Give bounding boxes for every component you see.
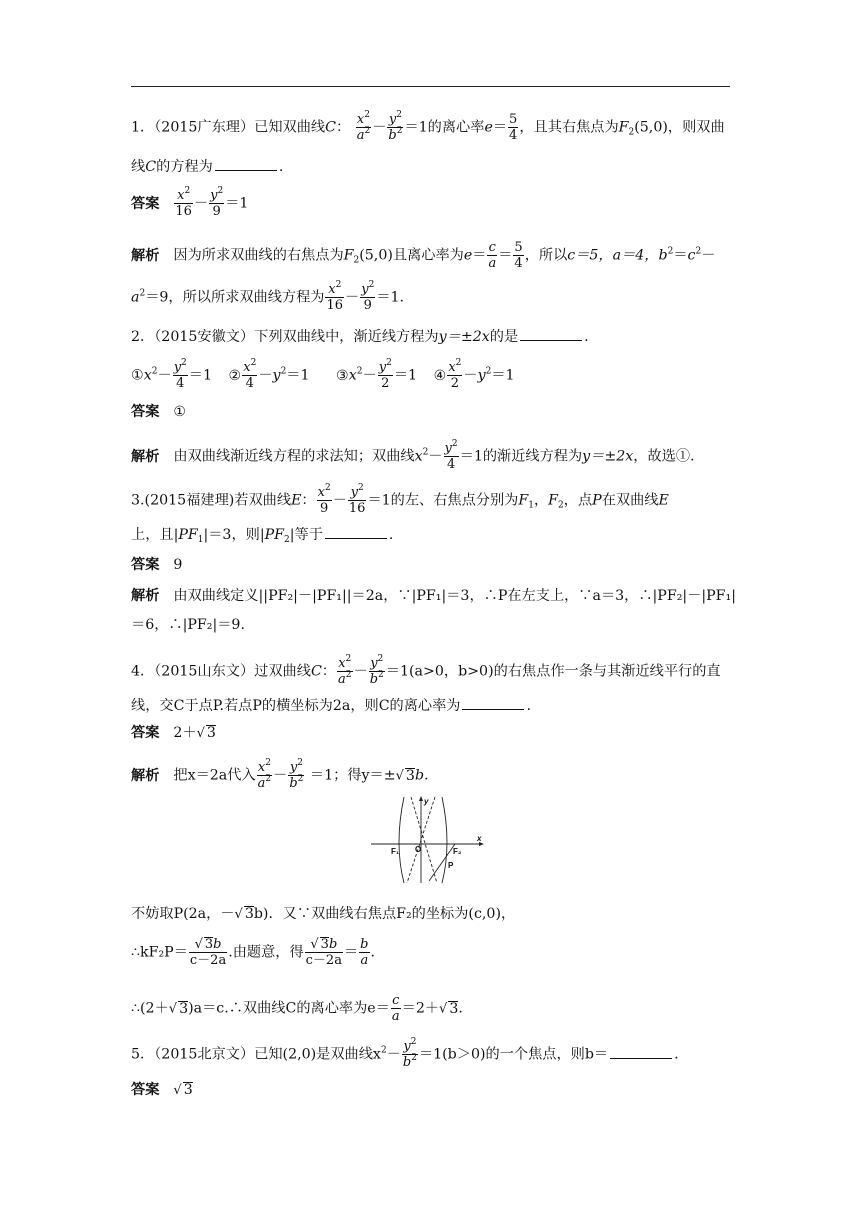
fraction: $\frac{c}{a}$: [391, 993, 400, 1024]
fraction: $\frac{x^2}{9}$: [317, 483, 331, 516]
q2-line1: 2．（2015安徽文）下列双曲线中，渐近线方程为y＝±2x的是 .: [131, 329, 589, 345]
q4-line2: 线，交C于点P.若点P的横坐标为2a，则C的离心率为 .: [131, 698, 531, 714]
q1-line1: 1．（2015广东理）已知双曲线C： $\frac{x^2}{a^2}$ － $\frac{y^2}{b^2}$ ＝1的离心率e＝ $\frac{5}{4}$ ，且其右焦点为$F_2(5,0)$，则双曲: [131, 110, 725, 143]
fraction: $\frac{√ 3b}{c-2a}$: [305, 937, 342, 968]
right-branch: [442, 797, 447, 883]
fraction: $\frac{y^2}{9}$: [361, 280, 375, 313]
fraction: $\frac{y^2}{b^2}$: [402, 1037, 417, 1070]
q1-answer: 答案 $\frac{x^2}{16}$ － $\frac{y^2}{9}$ ＝1: [131, 186, 249, 219]
fraction: $\frac{y^2}{4}$: [444, 439, 458, 472]
fraction: $\frac{y^2}{b^2}$: [388, 110, 403, 143]
asymptote-1: [411, 797, 437, 883]
fraction: $\frac{x^2}{16}$: [175, 186, 192, 219]
fraction: $\frac{y^2}{b^2}$: [289, 758, 304, 791]
q4-solution: 解析 把x＝2a代入 $\frac{x^2}{a^2}$ － $\frac{y^2}{b^2}$ ＝1；得y＝±√ 3b.: [131, 758, 429, 791]
fraction: $\frac{x^2}{a^2}$: [356, 110, 371, 143]
fraction: $\frac{y^2}{4}$: [173, 358, 187, 391]
fraction: $\frac{5}{4}$: [509, 112, 518, 143]
q3-line1: 3.(2015福建理)若双曲线E： $\frac{x^2}{9}$ － $\frac{y^2}{16}$ ＝1的左、右焦点分别为$F_1$，$F_2$，点P在双曲线E: [131, 483, 669, 516]
q5-answer: 答案 √ 3: [131, 1082, 193, 1098]
q1-solution-line1: 解析 因为所求双曲线的右焦点为$F_2(5,0)$且离心率为e＝ $\frac{c}{a}$ ＝ $\frac{5}{4}$ ，所以c＝5，a＝4，$b^2=c^2-$: [131, 240, 716, 271]
answer-blank: [462, 696, 524, 710]
answer-blank: [520, 327, 582, 341]
fraction: $\frac{x^2}{a^2}$: [338, 654, 352, 687]
fraction: $\frac{5}{4}$: [514, 240, 523, 271]
answer-blank: [325, 525, 387, 539]
q4-step2: ∴kF₂P＝ $\frac{√ 3b}{c-2a}$ .由题意，得 $\frac{√ 3b}{c-2a}$ ＝ $\frac{b}{a}$ .: [131, 937, 376, 968]
label-f2: F₂: [453, 847, 462, 856]
label-o: O: [415, 845, 422, 854]
q3-solution-line2: ＝6，∴|PF₂|＝9.: [131, 617, 245, 633]
q4-step1: 不妨取P(2a，－√ 3b)．又∵双曲线右焦点F₂的坐标为(c,0)，: [131, 906, 516, 922]
label-y: y: [424, 797, 429, 806]
q4-step3: ∴(2＋√ 3)a＝c.∴双曲线C的离心率为e＝ $\frac{c}{a}$ ＝2＋√ 3.: [131, 993, 463, 1024]
fraction: $\frac{y^2}{9}$: [210, 186, 224, 219]
label-x: x: [477, 834, 482, 843]
label-f1: F₁: [391, 847, 400, 856]
fraction: $\frac{c}{a}$: [488, 240, 497, 271]
hyperbola-figure: [369, 795, 489, 885]
y-arrow: [419, 796, 423, 801]
fraction: $\frac{y^2}{2}$: [378, 358, 392, 391]
fraction: $\frac{x^2}{4}$: [243, 358, 257, 391]
answer-blank: [215, 157, 277, 171]
fraction: $\frac{x^2}{a^2}$: [257, 758, 272, 791]
q4-line1: 4．（2015山东文）过双曲线C： $\frac{x^2}{a^2}$ － $\frac{y^2}{b^2}$ ＝1(a>0，b>0)的右焦点作一条与其渐近线平行的直: [131, 654, 721, 687]
fraction: $\frac{x^2}{2}$: [448, 358, 462, 391]
q3-line2: 上，且$|PF_1|=3$，则$|PF_2|$等于 .: [131, 527, 394, 545]
answer-blank: [610, 1045, 672, 1059]
fraction: $\frac{y^2}{b^2}$: [369, 654, 384, 687]
label-p: P: [448, 861, 454, 870]
q4-answer: 答案 2＋√ 3: [131, 725, 216, 741]
fraction: $\frac{x^2}{16}$: [326, 280, 344, 313]
q3-answer: 答案 9: [131, 557, 183, 573]
q1-line2: 线C的方程为 .: [131, 159, 284, 175]
left-branch: [399, 797, 404, 883]
q2-answer: 答案 ①: [131, 404, 187, 420]
top-rule: [131, 86, 730, 87]
q2-solution: 解析 由双曲线渐近线方程的求法知；双曲线$x^2-$ $\frac{y^2}{4}$ ＝1的渐近线方程为y＝±2x，故选①.: [131, 439, 695, 472]
q2-options: $①x^2-$ $\frac{y^2}{4}$ ＝1 ② $\frac{x^2}{4}$ $-y^2=1$ $③x^2-$ $\frac{y^2}{2}$ ＝1 ④ $\frac{x^2}{2}$ $-y^2=1$: [131, 358, 515, 391]
q1-solution-line2: $a^2=9$，所以所求双曲线方程为 $\frac{x^2}{16}$ － $\frac{y^2}{9}$ ＝1.: [131, 280, 405, 313]
q3-solution-line1: 解析 由双曲线定义||PF₂|－|PF₁||＝2a，∵|PF₁|＝3，∴P在左支上，∵a＝3，∴|PF₂|－|PF₁|: [131, 588, 736, 604]
fraction: $\frac{y^2}{16}$: [348, 483, 366, 516]
q5-line1: 5．（2015北京文）已知(2,0)是双曲线$x^2-$ $\frac{y^2}{b^2}$ ＝1(b＞0)的一个焦点，则b＝ .: [131, 1037, 679, 1070]
fraction: $\frac{b}{a}$: [360, 937, 369, 968]
fraction: $\frac{√ 3b}{c-2a}$: [189, 937, 227, 968]
